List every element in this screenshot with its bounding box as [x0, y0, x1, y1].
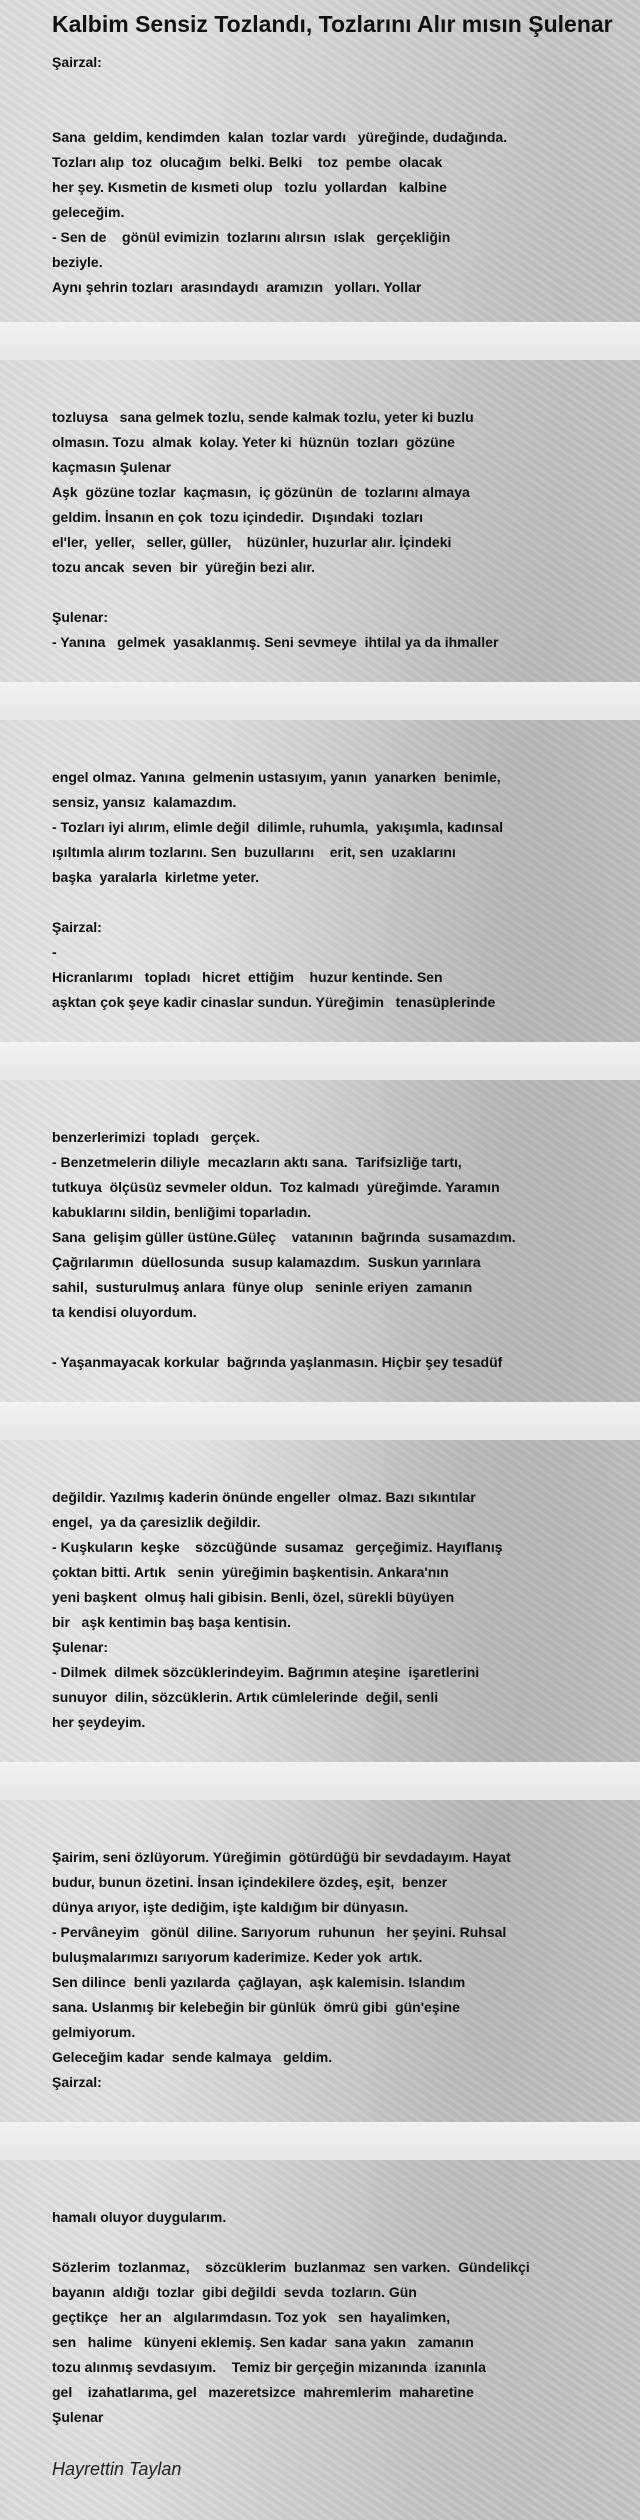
separator-band: [0, 682, 640, 720]
poem-line: geçtikçe her an algılarımdasın. Toz yok sen hayalimken,: [52, 2309, 451, 2325]
poem-section: [52, 765, 627, 1015]
poem-line: sahil, susturulmuş anlara fünye olup seninle eriyen zamanın: [52, 1279, 473, 1295]
poem-line: - Dilmek dilmek sözcüklerindeyim. Bağrımın ateşine işaretlerini: [52, 1664, 480, 1680]
poem-line: - Benzetmelerin diliyle mecazların aktı sana. Tarifsizliğe tartı,: [52, 1154, 462, 1170]
poem-line: [52, 890, 627, 915]
poem-line: Geleceğim kadar sende kalmaya geldim.: [52, 2049, 333, 2065]
poem-line: bir aşk kentimin baş başa kentisin.: [52, 1614, 291, 1630]
poem-line: engel, ya da çaresizlik değildir.: [52, 1514, 261, 1530]
poem-line: tutkuya ölçüsüz sevmeler oldun. Toz kalmadı yüreğimde. Yaramın: [52, 1179, 500, 1195]
poem-line: tozu ancak seven bir yüreğin bezi alır.: [52, 559, 315, 575]
poem-section: [52, 1125, 627, 1375]
poem-line: Hicranlarımı topladı hicret ettiğim huzur kentinde. Sen: [52, 969, 443, 985]
poem-line: Çağrılarımın düellosunda susup kalamazdım. Suskun yarınlara: [52, 1254, 481, 1270]
poem-line: - Pervâneyim gönül diline. Sarıyorum ruhunun her şeyini. Ruhsal: [52, 1924, 507, 1940]
poem-line: hamalı oluyor duygularım.: [52, 2209, 227, 2225]
poem-line: - Tozları iyi alırım, elimle değil dilimle, ruhumla, yakışımla, kadınsal: [52, 819, 504, 835]
poem-line: değildir. Yazılmış kaderin önünde engeller olmaz. Bazı sıkıntılar: [52, 1489, 476, 1505]
poem-line: - Yaşanmayacak korkular bağrında yaşlanmasın. Hiçbir şey tesadüf: [52, 1354, 503, 1370]
poem-line: gel izahatlarıma, gel mazeretsizce mahremlerim maharetine: [52, 2384, 474, 2400]
poem-line: çoktan bitti. Artık senin yüreğimin başkentisin. Ankara'nın: [52, 1564, 449, 1580]
poem-line: Şulenar: [52, 2409, 104, 2425]
poem-line: olmasın. Tozu almak kolay. Yeter ki hüznün tozları gözüne: [52, 434, 455, 450]
poem-line: engel olmaz. Yanına gelmenin ustasıyım, yanın yanarken benimle,: [52, 769, 501, 785]
poem-line: Sözlerim tozlanmaz, sözcüklerim buzlanmaz sen varken. Gündelikçi: [52, 2259, 530, 2275]
poem-line: Şairim, seni özlüyorum. Yüreğimin götürdüğü bir sevdadayım. Hayat: [52, 1849, 511, 1865]
poem-line: ışıltımla alırım tozlarını. Sen buzullarını erit, sen uzaklarını: [52, 844, 456, 860]
poem-line: her şey. Kısmetin de kısmeti olup tozlu yollardan kalbine: [52, 179, 447, 195]
poem-line: - Yanına gelmek yasaklanmış. Seni sevmeye ihtilal ya da ihmaller: [52, 634, 499, 650]
poem-line: - Sen de gönül evimizin tozlarını alırsın ıslak gerçekliğin: [52, 229, 451, 245]
poem-line: geldim. İnsanın en çok tozu içindedir. Dışındaki tozları: [52, 509, 424, 525]
separator-band: [0, 1042, 640, 1080]
poem-line: bayanın aldığı tozlar gibi değildi sevda tozların. Gün: [52, 2284, 417, 2300]
poem-line: sunuyor dilin, sözcüklerin. Artık cümlelerinde değil, senli: [52, 1689, 439, 1705]
poem-line: sana. Uslanmış bir kelebeğin bir günlük ömrü gibi gün'eşine: [52, 1999, 460, 2015]
poem-line: benzerlerimizi topladı gerçek.: [52, 1129, 260, 1145]
poem-line: Şairzal:: [52, 2074, 102, 2090]
poem-line: [52, 2230, 627, 2255]
poem-line: yeni başkent olmuş hali gibisin. Benli, özel, sürekli büyüyen: [52, 1589, 455, 1605]
poem-section: [52, 50, 627, 300]
poem-line: [52, 1325, 627, 1350]
poem-line: başka yaralarla kirletme yeter.: [52, 869, 260, 885]
poem-line: - Kuşkuların keşke sözcüğünde susamaz gerçeğimiz. Hayıflanış: [52, 1539, 503, 1555]
poem-line: el'ler, yeller, seller, güller, hüzünler, huzurlar alır. İçindeki: [52, 534, 452, 550]
poem-line: buluşmalarımızı sarıyorum kaderimize. Keder yok artık.: [52, 1949, 423, 1965]
poem-line: ta kendisi oluyordum.: [52, 1304, 197, 1320]
poem-line: [52, 100, 627, 125]
poem-line: kabuklarını sildin, benliğimi toparladın.: [52, 1204, 312, 1220]
poem-line: Aşk gözüne tozlar kaçmasın, iç gözünün de tozlarını almaya: [52, 484, 470, 500]
poem-line: aşktan çok şeye kadir cinaslar sundun. Yüreğimin tenasüplerinde: [52, 994, 496, 1010]
poem-section: [52, 2205, 627, 2430]
poem-line: Şulenar:: [52, 609, 109, 625]
separator-band: [0, 322, 640, 360]
poem-line: sensiz, yansız kalamazdım.: [52, 794, 237, 810]
poem-line: dünya arıyor, işte dediğim, işte kaldığım bir dünyasın.: [52, 1899, 409, 1915]
author-signature: Hayrettin Taylan: [52, 2459, 182, 2479]
poem-line: Şairzal:: [52, 54, 102, 70]
poem-line: tozu alınmış sevdasıyım. Temiz bir gerçeğin mizanında izanınla: [52, 2359, 486, 2375]
poem-line: [52, 75, 627, 100]
poem-title: Kalbim Sensiz Tozlandı, Tozlarını Alır mısın Şulenar: [52, 11, 613, 37]
poem-section: [52, 405, 627, 655]
poem-section: [52, 1485, 627, 1735]
separator-band: [0, 1402, 640, 1440]
separator-band: [0, 1762, 640, 1800]
poem-line: Sen dilince benli yazılarda çağlayan, aşk kalemisin. Islandım: [52, 1974, 466, 1990]
poem-line: Şairzal:: [52, 919, 102, 935]
poem-line: Sana gelişim güller üstüne.Güleç vatanının bağrında susamazdım.: [52, 1229, 516, 1245]
poem-line: Aynı şehrin tozları arasındaydı aramızın yolları. Yollar: [52, 279, 422, 295]
separator-band: [0, 2122, 640, 2160]
poem-section: [52, 1845, 627, 2095]
poem-line: tozluysa sana gelmek tozlu, sende kalmak tozlu, yeter ki buzlu: [52, 409, 474, 425]
poem-line: gelmiyorum.: [52, 2024, 136, 2040]
poem-line: sen halime künyeni eklemiş. Sen kadar sana yakın zamanın: [52, 2334, 474, 2350]
poem-line: kaçmasın Şulenar: [52, 459, 172, 475]
poem-line: Tozları alıp toz olucağım belki. Belki toz pembe olacak: [52, 154, 443, 170]
poem-line: budur, bunun özetini. İnsan içindekilere özdeş, eşit, benzer: [52, 1874, 448, 1890]
poem-line: geleceğim.: [52, 204, 125, 220]
poem-line: -: [52, 944, 57, 960]
poem-line: her şeydeyim.: [52, 1714, 146, 1730]
poem-line: beziyle.: [52, 254, 103, 270]
poem-line: Sana geldim, kendimden kalan tozlar vardı yüreğinde, dudağında.: [52, 129, 508, 145]
poem-line: Şulenar:: [52, 1639, 109, 1655]
poem-line: [52, 580, 627, 605]
